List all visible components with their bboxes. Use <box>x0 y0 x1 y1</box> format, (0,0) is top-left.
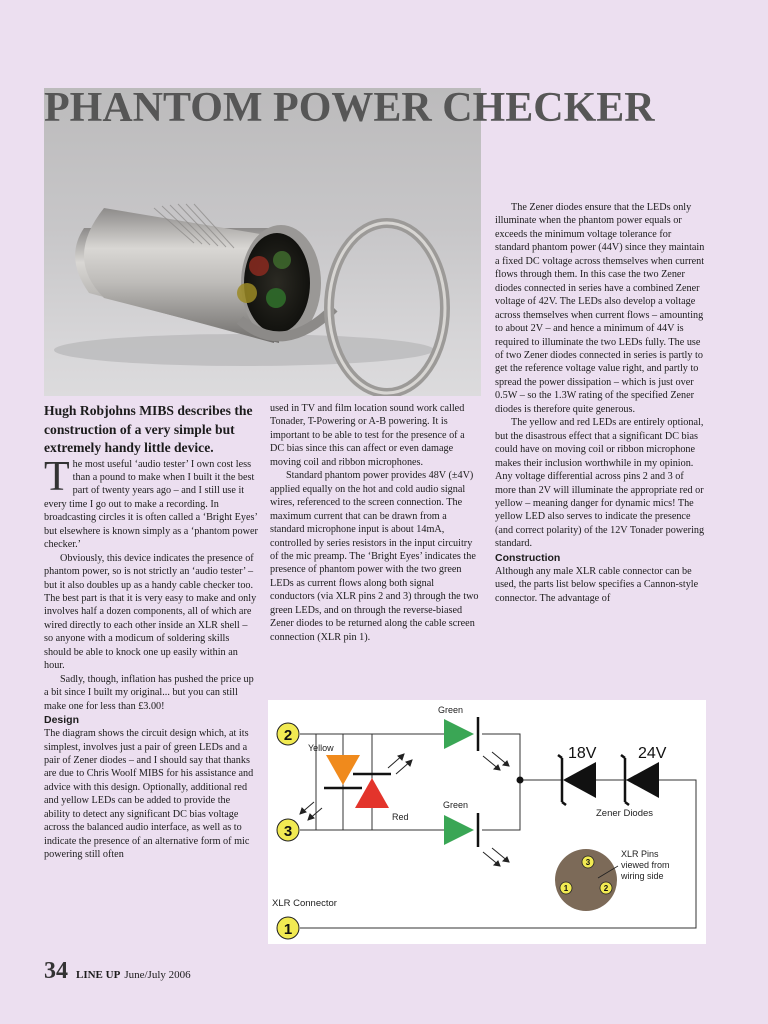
svg-text:3: 3 <box>283 823 293 840</box>
yellow-led-icon <box>326 755 360 785</box>
drop-cap: T <box>44 453 70 500</box>
zener-24v-icon <box>626 762 659 798</box>
circuit-diagram <box>268 700 706 944</box>
issue-date: June/July 2006 <box>124 969 191 981</box>
col3-paragraph-3: Although any male XLR cable connector can be used, the parts list below specifies a Cannon-style connector. The advantage of <box>495 565 699 604</box>
zener-18v-label: 18V <box>568 745 597 762</box>
col3-paragraph-1: The Zener diodes ensure that the LEDs only illuminate when the phantom power equals or exceeds the minimum voltage tolerance for standard phantom power (44V) since they maintain a fixed DC voltage across themselves when current flows through them. In this case the two Zener diodes connected in series have a combined Zener voltage of 42V. The LEDs also develop a voltage across themselves when current flows – amounting to about 2V – and hence a minimum of 44V is required to illuminate the two LEDs fully. The use of two Zener diodes connected in series is partly to get the reference voltage value right, and partly to spread the power dissipation – which is just over 0.5W – so the 1.3W rating of the specified Zener diodes is therefore quite generous. <box>495 202 705 415</box>
svg-text:3: 3 <box>585 858 591 867</box>
col2-paragraph-2: Standard phantom power provides 48V (±4V) applied equally on the hot and cold audio signal wires, referenced to the screen connection. The maximum current that can be drawn from a standard microphone input is about 14mA, controlled by series resistors in the input circuitry of the mic preamp. The ‘Bright Eyes’ indicates the presence of phantom power with the two green LEDs as current flows along both signal conductors (via XLR pins 2 and 3) through the two green LEDs, and on through the reverse-biased Zener diodes to be returned along the cable screen connection (XLR pin 1). <box>270 470 479 643</box>
col1-paragraph-1 <box>44 453 258 552</box>
page-title: PHANTOM POWER CHECKER <box>44 85 655 131</box>
col3-paragraph-2: The yellow and red LEDs are entirely optional, but the disastrous effect that a significant DC bias could have on moving coil or ribbon microphone makes their inclusion worthwhile in my opinion. Any voltage differential across pins 2 and 3 of more than 2V will illuminate the appropriate red or yellow – meaning danger for dynamic mics! The yellow LED also serves to indicate the presence (and correct polarity) of the 12V Tonader powering standard. <box>495 417 705 550</box>
green-bottom-label: Green <box>443 800 469 810</box>
pins-caption-line1: XLR Pins <box>621 849 659 859</box>
xlr-face-icon <box>555 849 618 911</box>
pin-2-marker <box>277 723 299 745</box>
pin-1-marker <box>277 917 299 939</box>
pin-3-marker <box>277 819 299 841</box>
column-1 <box>44 402 258 862</box>
col1-paragraph-2: Obviously, this device indicates the presence of phantom power, so is not strictly an ‘audio tester’ – but it also doubles up as a handy cable checker too. The best part is that it is very easy to make and only involves half a dozen components, all of which are wired directly to each other inside an XLR shell – so anyone with a modicum of soldering skills should be able to knock one up easily within an hour. <box>44 552 257 672</box>
magazine-name: LINE UP <box>76 969 121 981</box>
device-photo <box>44 88 481 396</box>
red-label: Red <box>392 812 409 822</box>
yellow-label: Yellow <box>308 743 334 753</box>
pins-caption-line2: viewed from <box>621 860 670 870</box>
green-led-top-icon <box>444 719 474 749</box>
red-led-icon <box>355 778 389 808</box>
column-2 <box>270 402 480 644</box>
zener-18v-icon <box>563 762 596 798</box>
svg-text:1: 1 <box>283 921 293 938</box>
zener-caption: Zener Diodes <box>596 808 654 819</box>
xlr-connector-label: XLR Connector <box>272 898 337 909</box>
page-number: 34 <box>44 958 68 984</box>
col1-paragraph-4: The diagram shows the circuit design which, at its simplest, involves just a pair of green LEDs and a pair of Zener diodes – and I should say that thanks are due to Chris Woolf MIBS for his assistance and advice with this design. Optionally, additional red and yellow LEDs can be added to provide the ability to detect any significant DC bias voltage across the balanced audio interface, as well as to indicate the presence of an alternative form of mic powering still often <box>44 728 254 861</box>
construction-heading: Construction <box>495 551 561 564</box>
green-led-bottom-icon <box>444 815 474 845</box>
svg-text:1: 1 <box>563 884 569 893</box>
standfirst: Hugh Robjohns MIBS describes the construction of a very simple but extremely handy little device. <box>44 403 253 455</box>
col1-paragraph-1-text: he most useful ‘audio tester’ I own cost less than a pound to make when I built it the best part of twenty years ago – and I still use it every time I go out to make a recording. In broadcasting circles it is often called a ‘Bright Eyes’ but elsewhere is known simply as a ‘phantom power checker.’ <box>44 458 258 551</box>
col2-paragraph-1: used in TV and film location sound work called Tonader, T-Powering or A-B powering. It is important to be able to test for the presence of a DC bias since this can affect or even damage moving coil and ribbon microphones. <box>270 403 465 468</box>
svg-text:2: 2 <box>283 727 293 744</box>
design-heading: Design <box>44 714 80 727</box>
zener-24v-label: 24V <box>638 745 667 762</box>
green-top-label: Green <box>438 705 464 715</box>
col1-paragraph-3: Sadly, though, inflation has pushed the price up a bit since I built my original... but you can still make one for less than £3.00! <box>44 673 254 712</box>
column-3 <box>495 201 707 605</box>
page-footer <box>44 958 191 985</box>
pins-caption-line3: wiring side <box>621 871 664 881</box>
svg-text:2: 2 <box>603 884 609 893</box>
